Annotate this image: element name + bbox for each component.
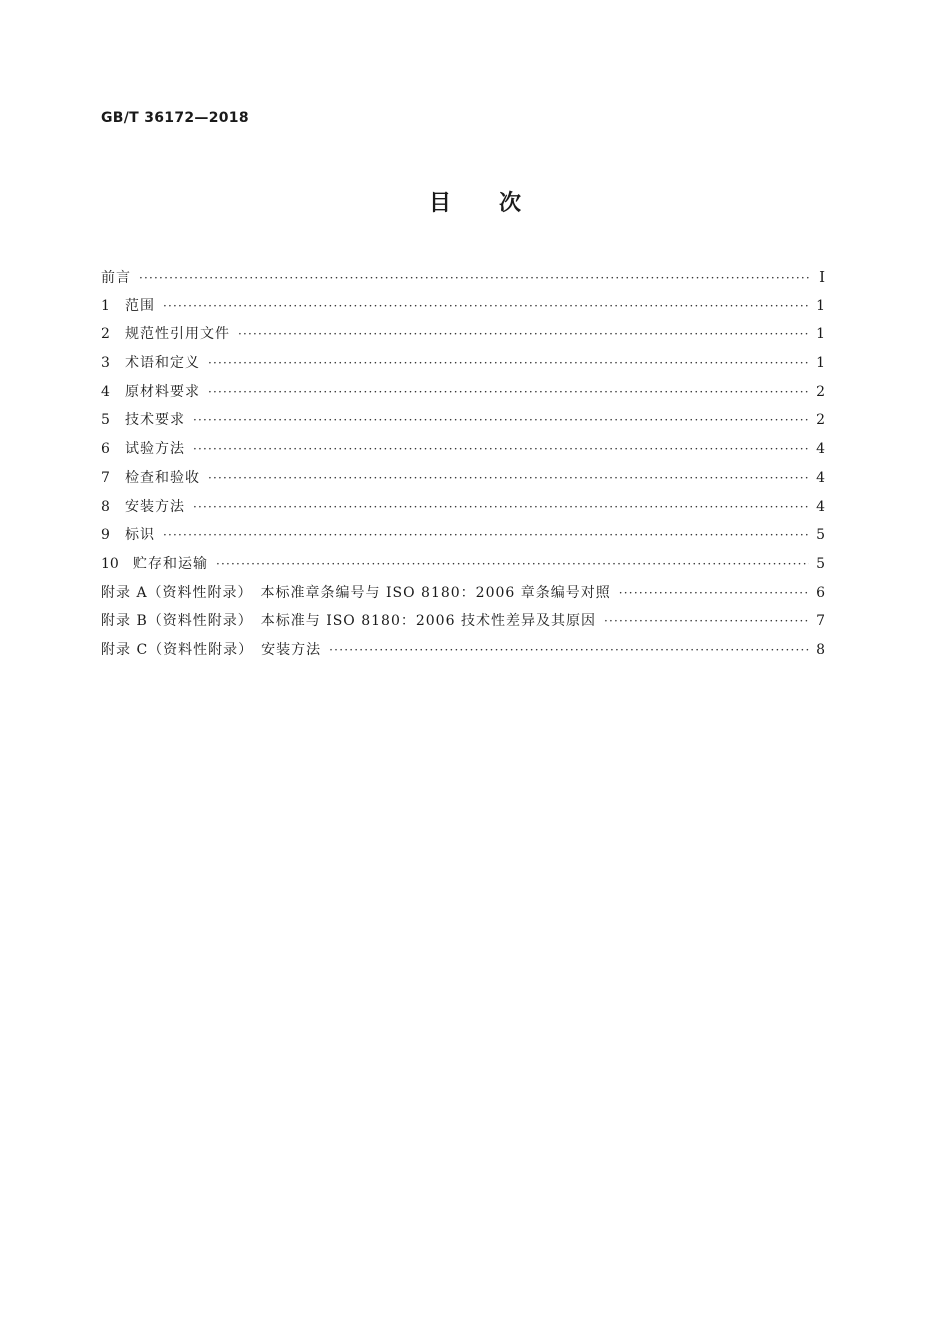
toc-entry-test-methods[interactable] bbox=[101, 435, 825, 464]
toc-entry-label: 前言 bbox=[101, 270, 131, 286]
toc-entry-page: 8 bbox=[816, 641, 825, 658]
toc-entry-label: 检查和验收 bbox=[125, 469, 200, 486]
toc-leader-dots bbox=[163, 521, 809, 550]
toc-entry-label: 安装方法 bbox=[125, 498, 185, 515]
toc-entry-page: 1 bbox=[816, 355, 825, 372]
toc-entry-page: 2 bbox=[816, 412, 825, 429]
toc-entry-page: 4 bbox=[816, 498, 825, 515]
toc-leader-dots bbox=[193, 406, 809, 435]
toc-entry-label: 范围 bbox=[125, 297, 155, 314]
toc-entry-label: 技术要求 bbox=[125, 412, 185, 429]
toc-entry-number: 8 bbox=[101, 498, 110, 515]
toc-entry-page: 1 bbox=[816, 326, 825, 343]
toc-entry-page: 4 bbox=[816, 469, 825, 486]
toc-entry-installation-method[interactable] bbox=[101, 493, 825, 522]
toc-entry-number: 3 bbox=[101, 355, 110, 372]
toc-entry-technical-requirements[interactable] bbox=[101, 406, 825, 435]
toc-entry-number: 5 bbox=[101, 412, 110, 429]
toc-entry-page: 5 bbox=[816, 555, 825, 572]
toc-leader-dots bbox=[604, 607, 809, 636]
toc-entry-inspection-acceptance[interactable] bbox=[101, 464, 825, 493]
toc-entry-foreword[interactable] bbox=[101, 263, 825, 292]
toc-entry-annex-a[interactable] bbox=[101, 579, 825, 608]
toc-entry-label: 术语和定义 bbox=[125, 355, 200, 372]
table-of-contents bbox=[101, 263, 825, 665]
toc-entry-page: Ⅰ bbox=[819, 268, 825, 286]
toc-entry-number: 1 bbox=[101, 297, 110, 314]
toc-entry-terms-definitions[interactable] bbox=[101, 349, 825, 378]
toc-entry-page: 6 bbox=[816, 584, 825, 601]
toc-entry-storage-transport[interactable] bbox=[101, 550, 825, 579]
toc-entry-label: 附录 A（资料性附录） 本标准章条编号与 ISO 8180：2006 章条编号对照 bbox=[101, 584, 611, 601]
toc-leader-dots bbox=[163, 292, 809, 321]
toc-entry-page: 4 bbox=[816, 441, 825, 458]
toc-entry-label: 规范性引用文件 bbox=[125, 326, 230, 343]
toc-entry-number: 6 bbox=[101, 441, 110, 458]
toc-leader-dots bbox=[139, 264, 809, 293]
toc-entry-label: 贮存和运输 bbox=[133, 555, 208, 572]
toc-entry-number: 4 bbox=[101, 383, 110, 400]
toc-entry-number: 10 bbox=[101, 555, 119, 572]
toc-entry-number: 2 bbox=[101, 326, 110, 343]
toc-leader-dots bbox=[193, 493, 809, 522]
toc-entry-number: 9 bbox=[101, 527, 110, 544]
toc-entry-page: 2 bbox=[816, 383, 825, 400]
toc-entry-annex-b[interactable] bbox=[101, 607, 825, 636]
toc-entry-annex-c[interactable] bbox=[101, 636, 825, 665]
toc-entry-marking[interactable] bbox=[101, 521, 825, 550]
toc-leader-dots bbox=[619, 579, 809, 608]
toc-title: 目次 bbox=[428, 191, 569, 216]
toc-entry-label: 附录 B（资料性附录） 本标准与 ISO 8180：2006 技术性差异及其原因 bbox=[101, 613, 596, 630]
toc-entry-number: 7 bbox=[101, 469, 110, 486]
toc-leader-dots bbox=[193, 435, 809, 464]
toc-leader-dots bbox=[329, 636, 809, 665]
toc-entry-scope[interactable] bbox=[101, 292, 825, 321]
toc-leader-dots bbox=[238, 320, 809, 349]
toc-entry-label: 试验方法 bbox=[125, 441, 185, 458]
toc-entry-raw-materials[interactable] bbox=[101, 378, 825, 407]
toc-leader-dots bbox=[208, 349, 809, 378]
toc-entry-page: 5 bbox=[816, 527, 825, 544]
toc-entry-label: 附录 C（资料性附录） 安装方法 bbox=[101, 641, 322, 658]
toc-leader-dots bbox=[208, 464, 809, 493]
toc-entry-page: 1 bbox=[816, 297, 825, 314]
toc-entry-label: 原材料要求 bbox=[125, 383, 200, 400]
toc-leader-dots bbox=[216, 550, 809, 579]
toc-entry-page: 7 bbox=[816, 613, 825, 630]
toc-leader-dots bbox=[208, 378, 809, 407]
toc-entry-normative-references[interactable] bbox=[101, 320, 825, 349]
toc-entry-label: 标识 bbox=[125, 527, 155, 544]
standard-code: GB/T 36172—2018 bbox=[101, 110, 249, 126]
